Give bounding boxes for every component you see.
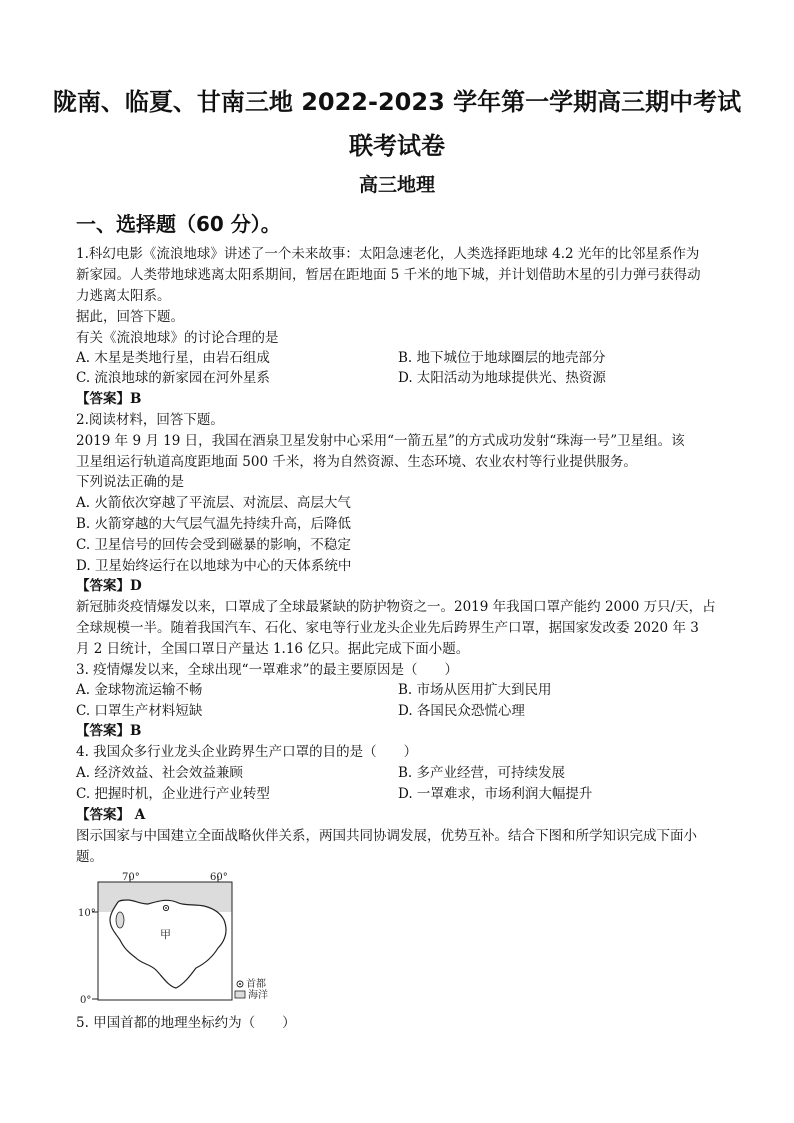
q4-option-d: D. 一罩难求，市场利润大幅提升 [398, 786, 593, 802]
lon-label-60: 60° [210, 872, 228, 883]
q5-question: 5. 甲国首都的地理坐标约为（ ） [76, 1015, 296, 1031]
q2-stem-line2: 2019 年 9 月 19 日，我国在酒泉卫星发射中心采用“一箭五星”的方式成功发射“珠海一号”卫星组。该 [76, 433, 685, 449]
q1-option-a: A. 木星是类地行星，由岩石组成 [76, 350, 270, 366]
q1-option-d: D. 太阳活动为地球提供光、热资源 [398, 370, 606, 386]
exam-title-line1: 陇南、临夏、甘南三地 2022-2023 学年第一学期高三期中考试 [52, 88, 742, 116]
q1-question: 有关《流浪地球》的讨论合理的是 [76, 330, 279, 346]
lat-label-0: 0° [80, 995, 92, 1006]
material5-line2: 题。 [76, 849, 103, 865]
q2-question: 下列说法正确的是 [76, 474, 184, 490]
capital-dot [165, 907, 167, 909]
q1-option-c: C. 流浪地球的新家园在河外星系 [76, 370, 270, 386]
q3-option-c: C. 口罩生产材料短缺 [76, 703, 203, 719]
lake-shape [116, 912, 124, 928]
q3-option-b: B. 市场从医用扩大到民用 [398, 682, 552, 698]
section-title: 一、选择题（60 分）。 [76, 212, 281, 236]
q1-option-b: B. 地下城位于地球圈层的地壳部分 [398, 350, 606, 366]
q1-answer: 【答案】B [76, 391, 142, 407]
legend-capital-dot [239, 983, 241, 985]
q3-option-a: A. 金球物流运输不畅 [76, 682, 203, 698]
q3-question: 3. 疫情爆发以来，全球出现“一罩难求”的最主要原因是（ ） [76, 662, 458, 678]
q4-option-c: C. 把握时机，企业进行产业转型 [76, 786, 270, 802]
material3-line1: 新冠肺炎疫情爆发以来，口罩成了全球最紧缺的防护物资之一。2019 年我国口罩产能约 2000 万只/天，占 [76, 599, 716, 615]
lat-label-10: 10° [78, 908, 96, 919]
exam-subject: 高三地理 [358, 174, 435, 196]
country-label: 甲 [160, 928, 171, 941]
q4-answer: 【答案】 A [76, 807, 146, 823]
q2-option-d: D. 卫星始终运行在以地球为中心的天体系统中 [76, 558, 352, 574]
q2-stem-line1: 2.阅读材料，回答下题。 [76, 412, 224, 428]
material3-line2: 全球规模一半。随着我国汽车、石化、家电等行业龙头企业先后跨界生产口罩，据国家发改委 2020 年 3 [76, 620, 699, 636]
exam-title-line2: 联考试卷 [349, 132, 445, 160]
q4-option-b: B. 多产业经营，可持续发展 [398, 765, 566, 781]
country-outline [110, 900, 226, 988]
legend-capital-label: 首都 [246, 979, 266, 990]
material5-line1: 图示国家与中国建立全面战略伙伴关系，两国共同协调发展，优势互补。结合下图和所学知识完成下面小 [76, 828, 697, 844]
q4-option-a: A. 经济效益、社会效益兼顾 [76, 765, 243, 781]
legend-ocean-swatch [235, 991, 245, 998]
q2-option-c: C. 卫星信号的回传会受到磁暴的影响，不稳定 [76, 537, 351, 553]
q4-question: 4. 我国众多行业龙头企业跨界生产口罩的目的是（ ） [76, 744, 418, 760]
q2-option-b: B. 火箭穿越的大气层气温先持续升高，后降低 [76, 516, 352, 532]
q1-stem-line4: 据此，回答下题。 [76, 309, 184, 325]
q2-stem-line3: 卫星组运行轨道高度距地面 500 千米，将为自然资源、生态环境、农业农村等行业提供服务。 [76, 454, 637, 470]
q2-option-a: A. 火箭依次穿越了平流层、对流层、高层大气 [76, 495, 351, 511]
country-map-figure [80, 872, 280, 1004]
q3-answer: 【答案】B [76, 723, 142, 739]
q1-stem-line1: 1.科幻电影《流浪地球》讲述了一个未来故事：太阳急速老化，人类选择距地球 4.2 光年的比邻星系作为 [76, 246, 700, 262]
legend-ocean-label: 海洋 [248, 990, 268, 1001]
q2-answer: 【答案】D [76, 578, 142, 594]
lon-label-70: 70° [122, 872, 140, 883]
q1-stem-line2: 新家园。人类带地球逃离太阳系期间，暂居在距地面 5 千米的地下城，并计划借助木星的引力弹弓获得动 [76, 267, 701, 283]
q3-option-d: D. 各国民众恐慌心理 [398, 703, 525, 719]
material3-line3: 月 2 日统计，全国口罩日产量达 1.16 亿只。据此完成下面小题。 [76, 641, 470, 657]
q1-stem-line3: 力逃离太阳系。 [76, 288, 171, 304]
